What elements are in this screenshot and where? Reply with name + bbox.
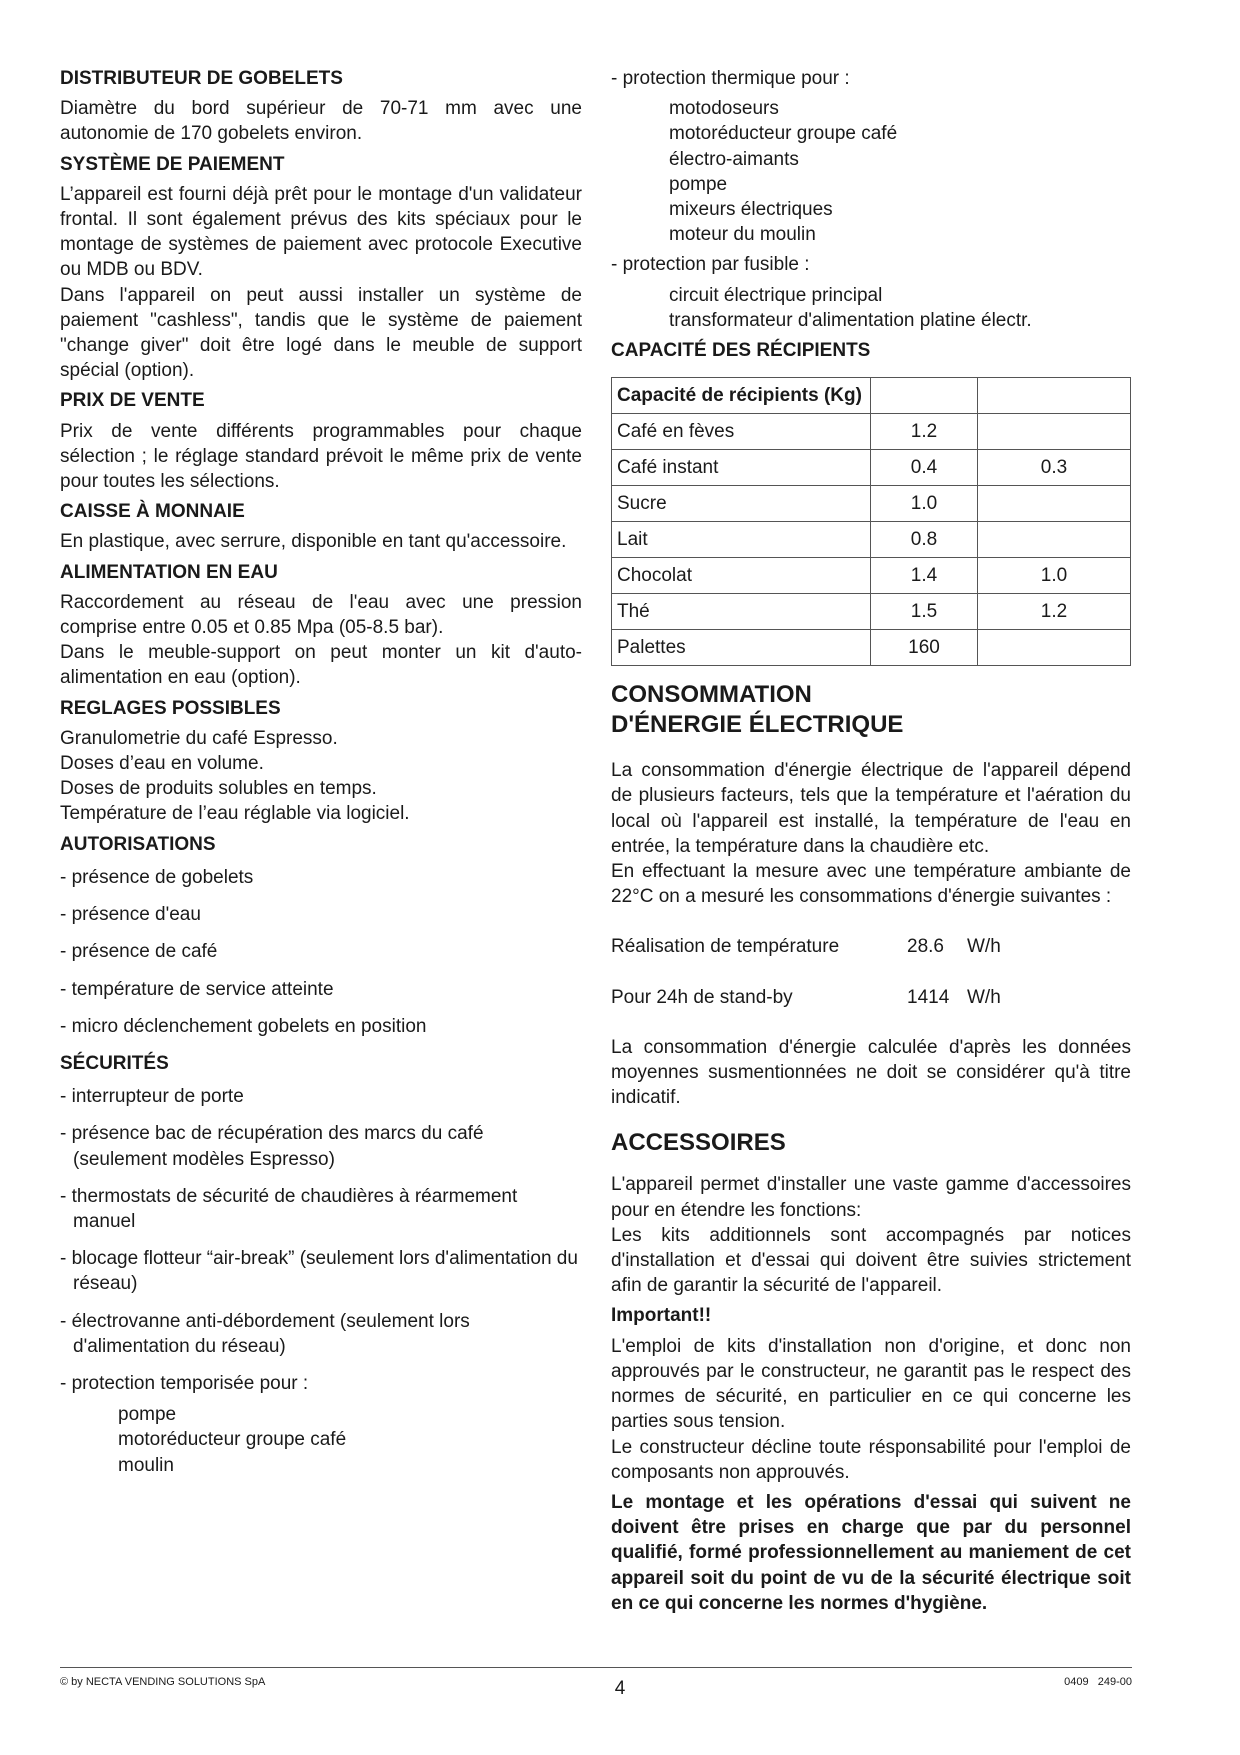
sublist-item: mixeurs électriques — [669, 199, 833, 221]
table-row — [612, 630, 1131, 666]
paragraph: Raccordement au réseau de l'eau avec une pression comprise entre 0.05 et 0.85 Mpa (05-8.5 bar). — [60, 591, 582, 639]
consommation-heading — [611, 680, 1131, 740]
thermique-sublist — [611, 96, 1131, 247]
sublist-item: motoréducteur groupe café — [669, 123, 898, 145]
table-header-row — [612, 378, 1131, 414]
table-row — [612, 450, 1131, 486]
sublist-item: transformateur d'alimentation platine électr. — [669, 309, 1032, 331]
table-cell: 1.4 — [871, 558, 978, 594]
table-cell: Thé — [612, 594, 871, 630]
list-item: - présence de café — [60, 941, 218, 963]
section-title: REGLAGES POSSIBLES — [60, 697, 281, 719]
table-cell — [978, 630, 1131, 666]
section-title: SYSTÈME DE PAIEMENT — [60, 153, 285, 175]
table-cell: 1.2 — [871, 414, 978, 450]
table-cell: 1.5 — [871, 594, 978, 630]
heading-line: CONSOMMATION — [611, 681, 812, 709]
section-caisse — [60, 499, 582, 554]
table-header-cell — [978, 378, 1131, 414]
table-cell: Palettes — [612, 630, 871, 666]
paragraph: En effectuant la mesure avec une température ambiante de 22°C on a mesuré les consommations d'énergie suivantes : — [611, 861, 1131, 908]
page-number: 4 — [614, 1678, 626, 1699]
table-cell — [978, 486, 1131, 522]
footer-copyright: © by NECTA VENDING SOLUTIONS SpA — [60, 1676, 266, 1688]
list-item: - présence de gobelets — [60, 866, 254, 888]
table-cell: Lait — [612, 522, 871, 558]
paragraph: L'emploi de kits d'installation non d'origine, et donc non approuvés par le constructeur, ne garantit pas le respect des normes de sécurité, en particulier en ce qui concerne les parties sous tension. — [611, 1335, 1131, 1433]
sublist-item: pompe — [669, 173, 728, 195]
sublist-item: électro-aimants — [669, 148, 799, 170]
autorisations-list — [60, 865, 582, 1039]
list-item: - thermostats de sécurité de chaudières à réarmement manuel — [60, 1185, 518, 1232]
paragraph: Dans le meuble-support on peut monter un kit d'auto-alimentation en eau (option). — [60, 642, 582, 689]
table-cell: Café instant — [612, 450, 871, 486]
energy-value: 1414 — [907, 986, 950, 1008]
table-cell: Sucre — [612, 486, 871, 522]
temporisee-sublist — [60, 1402, 582, 1478]
energy-unit: W/h — [967, 936, 1001, 958]
list-item: - température de service atteinte — [60, 978, 334, 1000]
sublist-item: circuit électrique principal — [669, 284, 883, 306]
table-cell: 0.4 — [871, 450, 978, 486]
paragraph: En plastique, avec serrure, disponible en tant qu'accessoire. — [60, 531, 567, 553]
table-header-cell — [871, 378, 978, 414]
section-title: SÉCURITÉS — [60, 1052, 169, 1074]
paragraph: L’appareil est fourni déjà prêt pour le montage d'un validateur frontal. Il sont également prévus des kits spéciaux pour le montage de systèmes de paiement avec protocole Executive ou MDB ou BDV. — [60, 183, 582, 281]
thermique-label: - protection thermique pour : — [611, 68, 850, 89]
table-cell: 0.8 — [871, 522, 978, 558]
section-prix — [60, 388, 582, 494]
table-row — [612, 522, 1131, 558]
energy-row — [611, 985, 1131, 1010]
accessoires-heading: ACCESSOIRES — [611, 1129, 786, 1157]
table-cell: Café en fèves — [612, 414, 871, 450]
footer-reference: 0409 249-00 — [1064, 1676, 1132, 1688]
section-title: AUTORISATIONS — [60, 833, 216, 855]
list-item: - présence d'eau — [60, 904, 201, 926]
list-item: - présence bac de récupération des marcs du café (seulement modèles Espresso) — [60, 1123, 484, 1170]
energy-label: Réalisation de température — [611, 936, 840, 958]
section-distributeur — [60, 66, 582, 147]
table-cell: 1.0 — [871, 486, 978, 522]
paragraph: La consommation d'énergie électrique de l'appareil dépend de plusieurs facteurs, tels que la température et l'aération du local où l'appareil est installé, la température de l'eau en entrée, la température dans la chaudière etc. — [611, 760, 1131, 857]
paragraph-line: Granulometrie du café Espresso. — [60, 727, 338, 749]
table-row — [612, 486, 1131, 522]
sublist-item: motoréducteur groupe café — [118, 1429, 347, 1451]
sublist-item: pompe — [118, 1404, 177, 1426]
table-cell — [978, 522, 1131, 558]
paragraph: Prix de vente différents programmables pour chaque sélection ; le réglage standard prévoit le même prix de vente pour toutes les sélections. — [60, 420, 582, 493]
sublist-item: moulin — [118, 1454, 174, 1476]
list-item: - électrovanne anti-débordement (seulement lors d'alimentation du réseau) — [60, 1310, 470, 1357]
right-column — [611, 66, 1131, 1616]
list-item: - blocage flotteur “air-break” (seulement lors d'alimentation du réseau) — [60, 1248, 578, 1295]
table-row — [612, 558, 1131, 594]
paragraph-line: Doses de produits solubles en temps. — [60, 778, 377, 800]
list-item: - protection temporisée pour : — [60, 1372, 309, 1394]
table-row — [612, 414, 1131, 450]
energy-row — [611, 934, 1131, 959]
paragraph: Les kits additionnels sont accompagnés par notices d'installation et d'essai qui doivent être suivies strictement afin de garantir la sécurité de l'appareil. — [611, 1224, 1131, 1297]
securites-list — [60, 1084, 582, 1396]
energy-value: 28.6 — [907, 936, 944, 958]
sublist-item: motodoseurs — [669, 98, 779, 120]
section-title: DISTRIBUTEUR DE GOBELETS — [60, 68, 343, 89]
table-cell: 0.3 — [978, 450, 1131, 486]
paragraph: Dans l'appareil on peut aussi installer un système de paiement "cashless", tandis que le système de paiement "change giver" doit être logé dans le meuble de support spécial (option). — [60, 284, 582, 382]
section-title: ALIMENTATION EN EAU — [60, 561, 278, 583]
section-reglages — [60, 696, 582, 827]
energy-unit: W/h — [967, 986, 1001, 1008]
section-title: CAISSE À MONNAIE — [60, 501, 245, 523]
table-cell: 160 — [871, 630, 978, 666]
section-eau — [60, 560, 582, 691]
table-cell: 1.2 — [978, 594, 1131, 630]
table-cell: Chocolat — [612, 558, 871, 594]
fusible-sublist — [611, 283, 1131, 333]
heading-line: D'ÉNERGIE ÉLECTRIQUE — [611, 711, 904, 739]
section-autorisations — [60, 832, 582, 1039]
section-title: PRIX DE VENTE — [60, 390, 205, 412]
section-securites — [60, 1051, 582, 1478]
section-title: CAPACITÉ DES RÉCIPIENTS — [611, 340, 871, 362]
section-paiement — [60, 152, 582, 384]
paragraph-line: Doses d’eau en volume. — [60, 753, 264, 775]
table-row — [612, 594, 1131, 630]
list-item: - micro déclenchement gobelets en position — [60, 1015, 427, 1037]
paragraph-line: Température de l’eau réglable via logiciel. — [60, 803, 410, 825]
bold-notice: Le montage et les opérations d'essai qui suivent ne doivent être prises en charge que par du personnel qualifié, formé professionnellement au maniement de cet appareil soit du point de vu de la sécurité électrique soit en ce qui concerne les normes d'hygiène. — [611, 1491, 1131, 1614]
left-column — [60, 66, 582, 1483]
important-label: Important!! — [611, 1305, 712, 1327]
table-cell — [978, 414, 1131, 450]
table-header-cell: Capacité de récipients (Kg) — [612, 378, 871, 414]
fusible-label: - protection par fusible : — [611, 254, 810, 276]
sublist-item: moteur du moulin — [669, 224, 816, 246]
capacity-table — [611, 377, 1131, 666]
paragraph: Diamètre du bord supérieur de 70-71 mm avec une autonomie de 170 gobelets environ. — [60, 98, 582, 145]
footer-divider — [60, 1667, 1132, 1668]
paragraph: La consommation d'énergie calculée d'après les données moyennes susmentionnées ne doit se considérer qu'à titre indicatif. — [611, 1036, 1131, 1109]
paragraph: L'appareil permet d'installer une vaste gamme d'accessoires pour en étendre les fonctions: — [611, 1174, 1131, 1221]
table-cell: 1.0 — [978, 558, 1131, 594]
list-item: - interrupteur de porte — [60, 1086, 244, 1108]
energy-label: Pour 24h de stand-by — [611, 986, 793, 1008]
paragraph: Le constructeur décline toute résponsabilité pour l'emploi de composants non approuvés. — [611, 1436, 1131, 1483]
